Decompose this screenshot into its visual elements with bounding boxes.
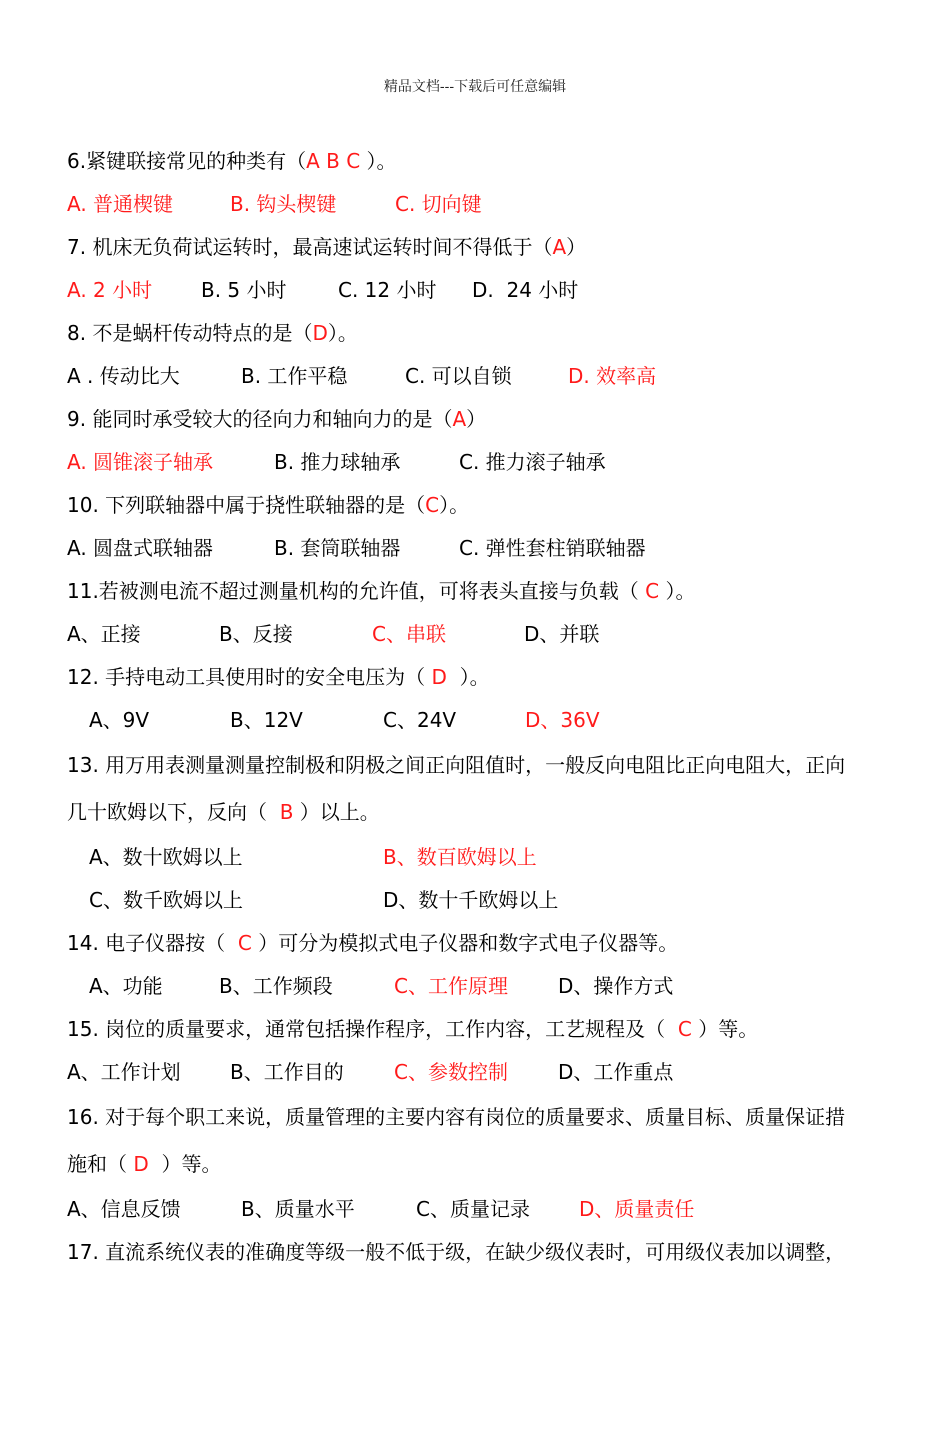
answer: A [452,407,467,431]
question-text: 6.紧键联接常见的种类有（ [67,149,307,173]
question-6 [67,140,927,183]
question-text-end: ）以上。 [293,800,380,824]
question-13 [67,742,927,789]
option-a: A. 圆盘式联轴器 [67,536,214,560]
answer: C [237,931,252,955]
question-7 [67,226,927,269]
question-text: 16. 对于每个职工来说，质量管理的主要内容有岗位的质量要求、质量目标、质量保证措 [67,1105,846,1129]
option-a: A、9V [89,708,150,732]
options-13-row2 [67,879,927,922]
question-text-end: ）。 [327,321,358,345]
option-b: B、质量水平 [241,1197,355,1221]
options-11 [67,613,927,656]
question-10 [67,484,927,527]
question-text-end: ） [566,235,587,259]
option-c: C. 切向键 [395,192,482,216]
question-text-end: ）等。 [691,1017,759,1041]
option-c: C、工作原理 [394,974,508,998]
option-d: D、数十千欧姆以上 [383,888,559,912]
options-9 [67,441,927,484]
option-c: C. 可以自锁 [405,364,512,388]
option-d: D、36V [525,708,600,732]
option-b: B、反接 [219,622,293,646]
question-12 [67,656,927,699]
answer: D [312,321,328,345]
question-text-end: ） [466,407,487,431]
option-b: B、工作目的 [230,1060,344,1084]
option-a: A、正接 [67,622,141,646]
option-c: C、串联 [372,622,446,646]
options-14 [67,965,927,1008]
answer: C [425,493,440,517]
question-text: 17. 直流系统仪表的准确度等级一般不低于级，在缺少级仪表时，可用级仪表加以调整， [67,1240,846,1264]
option-c: C. 推力滚子轴承 [459,450,606,474]
option-d: D、并联 [524,622,600,646]
option-a: A、功能 [89,974,163,998]
question-text: 11.若被测电流不超过测量机构的允许值，可将表头直接与负载（ [67,579,646,603]
answer: C [645,579,660,603]
answer: D [431,665,447,689]
options-6 [67,183,927,226]
option-d: D. 效率高 [568,364,657,388]
question-16 [67,1094,927,1141]
question-11 [67,570,927,613]
option-a: A. 普通楔键 [67,192,174,216]
answer: C [677,1017,692,1041]
question-text-end: ）。 [659,579,696,603]
option-a: A、数十欧姆以上 [89,845,243,869]
question-text-end: ）。 [360,149,397,173]
question-text: 7. 机床无负荷试运转时，最高速试运转时间不得低于（ [67,235,553,259]
options-16 [67,1188,927,1231]
option-b: B. 钩头楔键 [230,192,337,216]
option-d: D. 24 小时 [472,278,579,302]
option-a: A、信息反馈 [67,1197,181,1221]
option-b: B、数百欧姆以上 [383,845,537,869]
question-list [67,140,927,1274]
question-text: 15. 岗位的质量要求，通常包括操作程序，工作内容，工艺规程及（ [67,1017,678,1041]
question-text-end: ）可分为模拟式电子仪器和数字式电子仪器等。 [251,931,679,955]
option-a: A、工作计划 [67,1060,181,1084]
question-text-end: ）。 [439,493,470,517]
options-13-row1 [67,836,927,879]
option-c: C、24V [383,708,457,732]
options-7 [67,269,927,312]
question-text: 施和（ [67,1152,134,1176]
option-b: B. 套筒联轴器 [274,536,401,560]
page-header: 精品文档---下载后可任意编辑 [383,79,567,95]
option-b: B. 5 小时 [201,278,287,302]
question-14 [67,922,927,965]
question-8 [67,312,927,355]
question-text: 10. 下列联轴器中属于挠性联轴器的是（ [67,493,426,517]
option-b: B. 工作平稳 [241,364,348,388]
option-c: C、质量记录 [416,1197,530,1221]
option-d: D、操作方式 [558,974,674,998]
question-text: 8. 不是蜗杆传动特点的是（ [67,321,313,345]
answer: A B C [306,149,361,173]
options-10 [67,527,927,570]
question-text: 14. 电子仪器按（ [67,931,238,955]
options-8 [67,355,927,398]
question-text: 12. 手持电动工具使用时的安全电压为（ [67,665,432,689]
option-c: C、数千欧姆以上 [89,888,243,912]
question-text: 9. 能同时承受较大的径向力和轴向力的是（ [67,407,453,431]
option-b: B. 推力球轴承 [274,450,401,474]
options-15 [67,1051,927,1094]
question-9 [67,398,927,441]
question-15 [67,1008,927,1051]
option-c: C. 12 小时 [338,278,437,302]
option-b: B、工作频段 [219,974,333,998]
options-12 [67,699,927,742]
question-17 [67,1231,927,1274]
question-13-cont [67,789,927,836]
option-a: A. 圆锥滚子轴承 [67,450,214,474]
option-c: C. 弹性套柱销联轴器 [459,536,646,560]
option-b: B、12V [230,708,303,732]
answer: B [279,800,294,824]
option-a: A. 2 小时 [67,278,153,302]
option-d: D、工作重点 [558,1060,674,1084]
option-c: C、参数控制 [394,1060,508,1084]
question-text-end: ）等。 [148,1152,222,1176]
question-16-cont [67,1141,927,1188]
option-a: A . 传动比大 [67,364,180,388]
answer: A [552,235,567,259]
question-text: 几十欧姆以下，反向（ [67,800,280,824]
question-text-end: ）。 [446,665,490,689]
answer: D [133,1152,149,1176]
option-d: D、质量责任 [579,1197,695,1221]
question-text: 13. 用万用表测量测量控制极和阴极之间正向阻值时，一般反向电阻比正向电阻大，正向 [67,753,846,777]
